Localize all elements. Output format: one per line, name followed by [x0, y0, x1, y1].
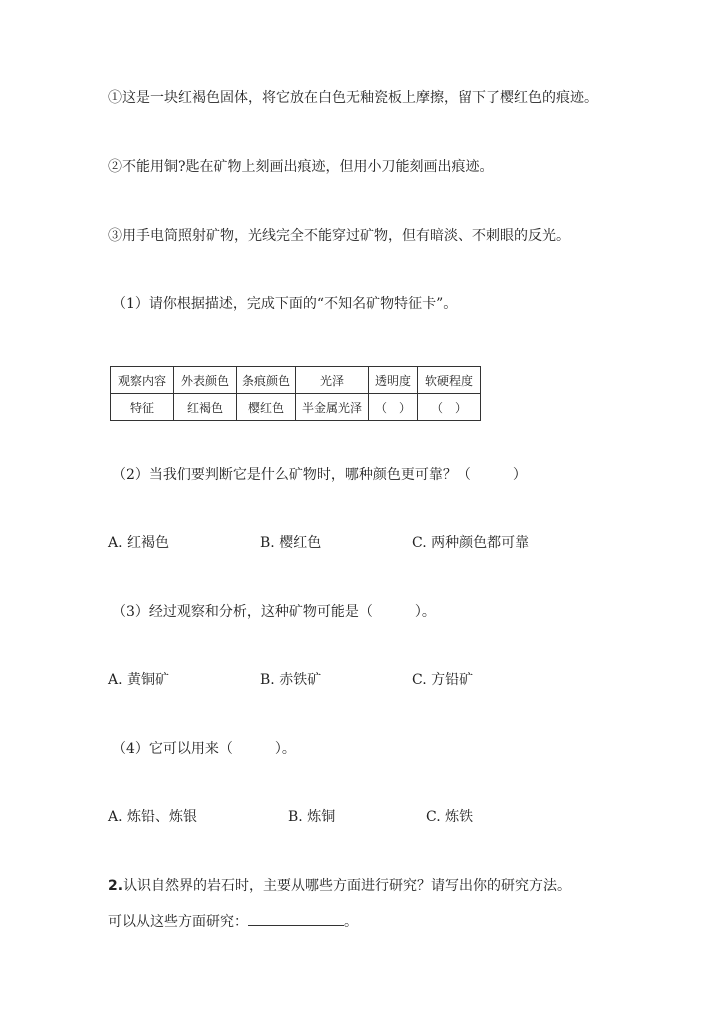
description-2: ②不能用铜?匙在矿物上刻画出痕迹，但用小刀能刻画出痕迹。: [108, 159, 494, 175]
option-b[interactable]: B. 赤铁矿: [260, 672, 322, 688]
table-header-cell: 透明度: [369, 367, 418, 394]
table-cell: 特征: [111, 394, 174, 421]
answer-blank[interactable]: [248, 913, 344, 926]
table-header-cell: 条痕颜色: [237, 367, 296, 394]
question-4-text: （4）它可以用来（ ）。: [112, 741, 296, 757]
table-header-cell: 光泽: [296, 367, 369, 394]
question-2-heading: [108, 876, 571, 896]
answer-end: 。: [344, 914, 358, 930]
description-3: ③用手电筒照射矿物，光线完全不能穿过矿物，但有暗淡、不刺眼的反光。: [108, 228, 570, 244]
description-1: ①这是一块红褐色固体，将它放在白色无釉瓷板上摩擦，留下了樱红色的痕迹。: [108, 90, 598, 106]
answer-prompt: 可以从这些方面研究：: [108, 914, 248, 930]
question-3-options: [108, 670, 668, 690]
mineral-feature-card: [110, 366, 481, 421]
table-row: [111, 394, 481, 421]
table-cell-blank[interactable]: （ ）: [418, 394, 481, 421]
question-1-text: （1）请你根据描述，完成下面的“不知名矿物特征卡”。: [112, 296, 458, 312]
table-cell: 红褐色: [174, 394, 237, 421]
question-number: 2.: [108, 878, 124, 894]
question-2-answer: [108, 912, 358, 932]
option-c[interactable]: C. 两种颜色都可靠: [412, 535, 530, 551]
question-2-options: [108, 533, 668, 553]
table-header-cell: 观察内容: [111, 367, 174, 394]
table-cell-blank[interactable]: （ ）: [369, 394, 418, 421]
option-a[interactable]: A. 红褐色: [108, 535, 170, 551]
question-4-options: [108, 807, 668, 827]
table-header-cell: 软硬程度: [418, 367, 481, 394]
table-header-row: [111, 367, 481, 394]
table-header-cell: 外表颜色: [174, 367, 237, 394]
question-3-text: （3）经过观察和分析，这种矿物可能是（ ）。: [112, 604, 436, 620]
option-a[interactable]: A. 炼铅、炼银: [108, 809, 198, 825]
option-b[interactable]: B. 炼铜: [288, 809, 336, 825]
option-b[interactable]: B. 樱红色: [260, 535, 322, 551]
table-cell: 半金属光泽: [296, 394, 369, 421]
question-2-body: 认识自然界的岩石时，主要从哪些方面进行研究？请写出你的研究方法。: [123, 878, 572, 894]
option-c[interactable]: C. 方铅矿: [412, 672, 474, 688]
option-c[interactable]: C. 炼铁: [426, 809, 474, 825]
question-2-text: （2）当我们要判断它是什么矿物时，哪种颜色更可靠？（ ）: [112, 467, 527, 483]
option-a[interactable]: A. 黄铜矿: [108, 672, 170, 688]
table-cell: 樱红色: [237, 394, 296, 421]
